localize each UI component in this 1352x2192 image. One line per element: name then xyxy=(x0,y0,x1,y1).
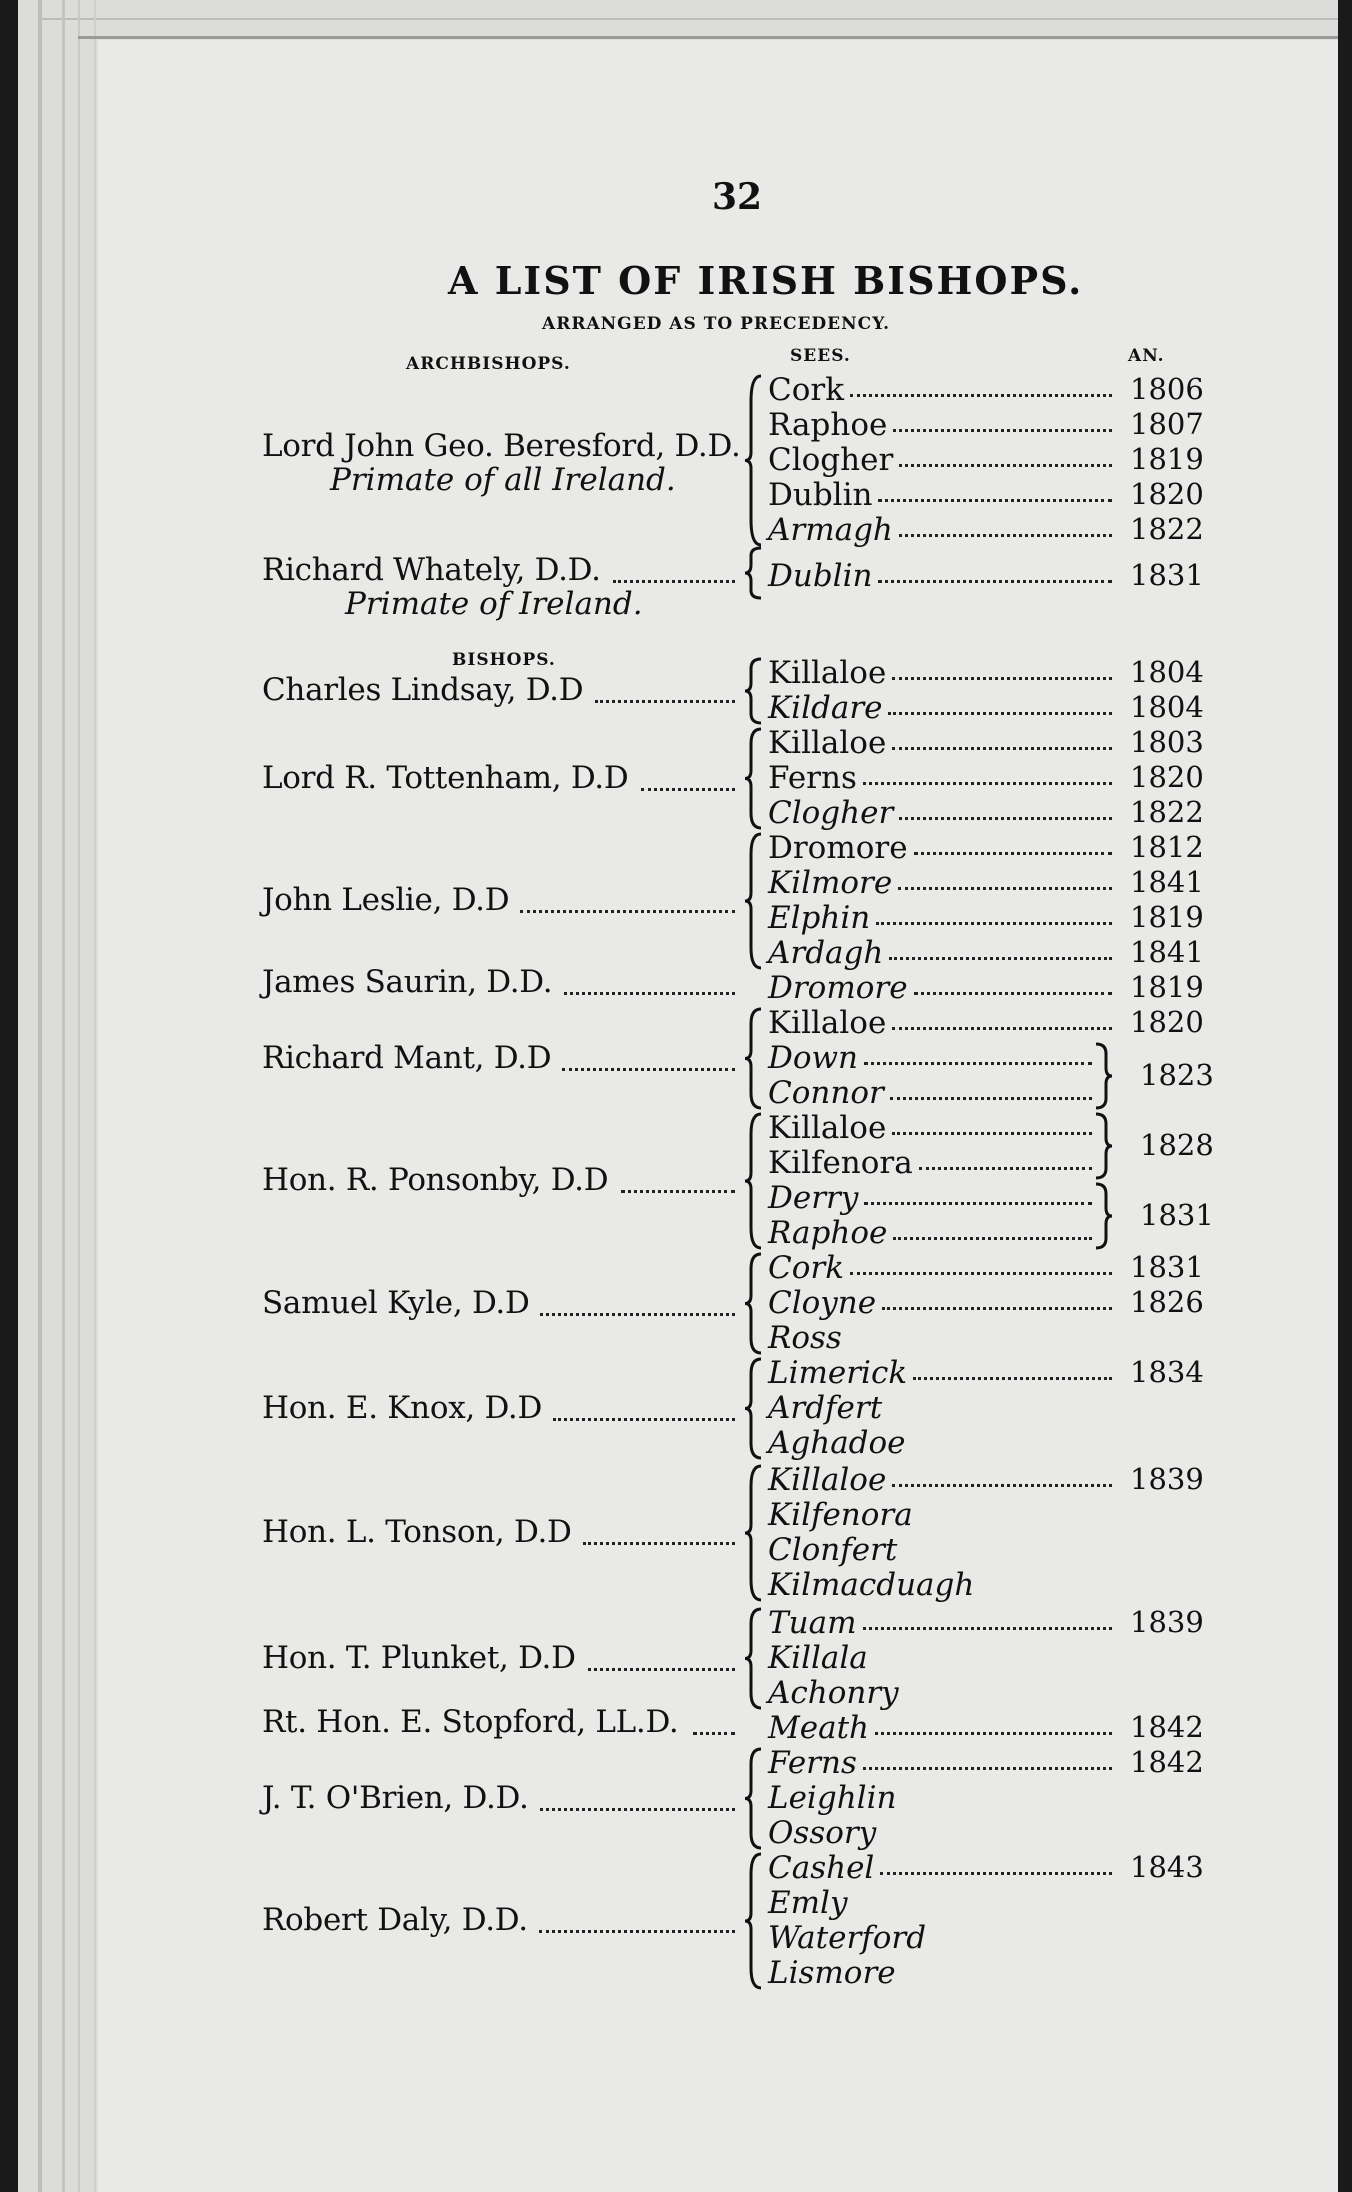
group-year: 1828 xyxy=(1140,1128,1214,1162)
see-row xyxy=(768,865,1220,900)
dot-leader xyxy=(893,1237,1092,1240)
see-name: Down xyxy=(768,1040,859,1076)
see-year: 1831 xyxy=(1130,1250,1204,1284)
see-name: Kilmore xyxy=(768,865,893,901)
bishop-title: Primate of all Ireland. xyxy=(330,461,676,498)
see-row xyxy=(768,558,1220,593)
see-year: 1831 xyxy=(1130,558,1204,592)
see-name: Ferns xyxy=(768,760,857,796)
sees-brace xyxy=(745,1114,765,1248)
dot-leader xyxy=(914,852,1112,855)
see-name: Clonfert xyxy=(768,1532,898,1568)
dot-leader xyxy=(863,782,1112,785)
see-year: 1843 xyxy=(1130,1850,1204,1884)
dot-leader xyxy=(899,464,1112,467)
dot-leader xyxy=(892,1484,1112,1487)
sees-brace xyxy=(745,1749,765,1848)
see-year: 1822 xyxy=(1130,512,1204,546)
see-name: Leighlin xyxy=(768,1780,897,1816)
see-year: 1841 xyxy=(1130,865,1204,899)
see-row xyxy=(768,1920,1220,1955)
see-name: Armagh xyxy=(768,512,893,548)
page-number: 32 xyxy=(712,176,763,218)
see-row xyxy=(768,407,1220,442)
see-name: Raphoe xyxy=(768,1215,888,1251)
see-name: Emly xyxy=(768,1885,848,1921)
dot-leader xyxy=(540,1313,735,1316)
see-year: 1826 xyxy=(1130,1285,1204,1319)
bishop-name: Samuel Kyle, D.D xyxy=(262,1284,530,1321)
sees-brace xyxy=(745,1466,765,1600)
see-name: Ross xyxy=(768,1320,842,1356)
see-row xyxy=(768,1250,1220,1285)
group-year: 1831 xyxy=(1140,1198,1214,1232)
see-year: 1819 xyxy=(1130,900,1204,934)
see-row xyxy=(768,795,1220,830)
dot-leader xyxy=(583,1542,735,1545)
dot-leader xyxy=(540,1808,735,1811)
see-name: Killaloe xyxy=(768,1110,887,1146)
dot-leader xyxy=(595,700,735,703)
see-row xyxy=(768,1532,1220,1567)
see-row xyxy=(768,935,1220,970)
dot-leader xyxy=(878,580,1112,583)
sees-brace xyxy=(745,376,765,545)
bishop-name: John Leslie, D.D xyxy=(262,882,510,918)
see-row xyxy=(768,1955,1220,1990)
dot-leader xyxy=(562,1068,735,1071)
see-name: Killaloe xyxy=(768,1005,887,1041)
see-row xyxy=(768,1390,1220,1425)
see-year: 1819 xyxy=(1130,970,1204,1004)
see-name: Ferns xyxy=(768,1745,857,1781)
bishop-name: Hon. T. Plunket, D.D xyxy=(262,1639,576,1676)
bishop-name: Lord John Geo. Beresford, D.D. xyxy=(262,427,741,464)
dot-leader xyxy=(880,1872,1112,1875)
see-name: Killaloe xyxy=(768,1462,887,1498)
page-title: A LIST OF IRISH BISHOPS. xyxy=(448,258,1084,303)
see-row xyxy=(768,725,1220,760)
see-row xyxy=(768,760,1220,795)
bishop-name: James Saurin, D.D. xyxy=(262,964,553,1000)
see-name: Killaloe xyxy=(768,655,887,691)
see-name: Dromore xyxy=(768,830,908,866)
see-row xyxy=(768,1815,1220,1850)
dot-leader xyxy=(898,887,1112,890)
sees-brace xyxy=(745,1609,765,1708)
see-name: Killaloe xyxy=(768,725,887,761)
see-year: 1839 xyxy=(1130,1462,1204,1496)
archbishops-heading: ARCHBISHOPS. xyxy=(406,354,571,374)
see-year: 1820 xyxy=(1130,1005,1204,1039)
dot-leader xyxy=(564,992,735,995)
see-name: Cashel xyxy=(768,1850,875,1886)
see-row xyxy=(768,1675,1220,1710)
bishop-title: Primate of Ireland. xyxy=(345,586,643,622)
bishop-name: Richard Whately, D.D. xyxy=(262,552,601,588)
dot-leader xyxy=(890,1097,1092,1100)
see-name: Cloyne xyxy=(768,1285,877,1321)
see-name: Clogher xyxy=(768,442,894,478)
dot-leader xyxy=(913,1377,1112,1380)
see-row xyxy=(768,1640,1220,1675)
dot-leader xyxy=(621,1190,735,1193)
dot-leader xyxy=(892,1132,1092,1135)
dot-leader xyxy=(863,1627,1112,1630)
sees-brace xyxy=(745,834,765,968)
dot-leader xyxy=(850,394,1112,397)
see-name: Raphoe xyxy=(768,407,888,443)
see-row xyxy=(768,1355,1220,1390)
dot-leader xyxy=(875,1732,1112,1735)
see-name: Limerick xyxy=(768,1355,908,1391)
dot-leader xyxy=(893,429,1112,432)
see-name: Derry xyxy=(768,1180,859,1216)
dot-leader xyxy=(693,1732,735,1735)
see-row xyxy=(768,900,1220,935)
see-year: 1819 xyxy=(1130,442,1204,476)
bishop-name: J. T. O'Brien, D.D. xyxy=(262,1779,529,1816)
bishop-name: Charles Lindsay, D.D xyxy=(262,672,584,708)
bishop-name: Lord R. Tottenham, D.D xyxy=(262,759,629,796)
bishop-name: Rt. Hon. E. Stopford, LL.D. xyxy=(262,1704,679,1740)
sees-brace xyxy=(745,729,765,828)
see-row xyxy=(768,1850,1220,1885)
see-row xyxy=(768,372,1220,407)
sees-brace xyxy=(745,548,765,598)
see-row xyxy=(768,830,1220,865)
see-row xyxy=(768,1605,1220,1640)
see-row xyxy=(768,442,1220,477)
see-name: Elphin xyxy=(768,900,871,936)
see-row xyxy=(768,1885,1220,1920)
page-subtitle: ARRANGED AS TO PRECEDENCY. xyxy=(542,314,891,334)
see-name: Achonry xyxy=(768,1675,899,1711)
see-row xyxy=(768,1497,1220,1532)
bishop-name: Hon. E. Knox, D.D xyxy=(262,1389,543,1426)
dot-leader xyxy=(878,499,1112,502)
see-name: Dromore xyxy=(768,970,908,1006)
dot-leader xyxy=(882,1307,1112,1310)
see-year: 1812 xyxy=(1130,830,1204,864)
see-year: 1803 xyxy=(1130,725,1204,759)
dot-leader xyxy=(892,677,1112,680)
bishop-name: Hon. R. Ponsonby, D.D xyxy=(262,1162,609,1198)
see-name: Tuam xyxy=(768,1605,857,1641)
dot-leader xyxy=(892,747,1112,750)
bishop-name: Robert Daly, D.D. xyxy=(262,1902,528,1938)
dot-leader xyxy=(641,788,735,791)
sees-brace xyxy=(745,659,765,723)
sees-brace xyxy=(745,1359,765,1458)
see-name: Aghadoe xyxy=(768,1425,906,1461)
see-year: 1841 xyxy=(1130,935,1204,969)
dot-leader xyxy=(520,910,735,913)
see-row xyxy=(768,1462,1220,1497)
dot-leader xyxy=(539,1930,735,1933)
dot-leader xyxy=(892,1027,1112,1030)
see-name: Connor xyxy=(768,1075,884,1111)
sees-brace xyxy=(745,1854,765,1988)
see-name: Cork xyxy=(768,1250,844,1286)
see-row xyxy=(768,1320,1220,1355)
dot-leader xyxy=(888,712,1112,715)
dot-leader xyxy=(876,922,1112,925)
see-year: 1822 xyxy=(1130,795,1204,829)
see-row xyxy=(768,970,1220,1005)
dot-leader xyxy=(864,1202,1092,1205)
see-name: Dublin xyxy=(768,477,873,513)
see-name: Ardagh xyxy=(768,935,884,971)
dot-leader xyxy=(588,1668,735,1671)
dot-leader xyxy=(864,1062,1092,1065)
see-row xyxy=(768,477,1220,512)
year-group-brace xyxy=(1094,1114,1114,1178)
group-year: 1823 xyxy=(1140,1058,1214,1092)
see-row xyxy=(768,1710,1220,1745)
see-name: Kilmacduagh xyxy=(768,1567,975,1603)
year-group-brace xyxy=(1094,1184,1114,1248)
dot-leader xyxy=(863,1767,1112,1770)
bishops-heading: BISHOPS. xyxy=(452,650,556,670)
see-row xyxy=(768,1005,1220,1040)
sees-brace xyxy=(745,1254,765,1353)
bishop-name: Hon. L. Tonson, D.D xyxy=(262,1514,572,1550)
see-row xyxy=(768,1425,1220,1460)
see-year: 1820 xyxy=(1130,760,1204,794)
see-name: Kilfenora xyxy=(768,1145,913,1181)
see-name: Dublin xyxy=(768,558,873,594)
dot-leader xyxy=(850,1272,1112,1275)
dot-leader xyxy=(613,580,735,583)
see-year: 1842 xyxy=(1130,1745,1204,1779)
see-year: 1807 xyxy=(1130,407,1204,441)
dot-leader xyxy=(553,1418,735,1421)
see-name: Clogher xyxy=(768,795,894,831)
see-name: Ossory xyxy=(768,1815,877,1851)
dot-leader xyxy=(919,1167,1092,1170)
dot-leader xyxy=(914,992,1112,995)
see-row xyxy=(768,1745,1220,1780)
year-group-brace xyxy=(1094,1044,1114,1108)
see-name: Killala xyxy=(768,1640,868,1676)
see-year: 1834 xyxy=(1130,1355,1204,1389)
see-year: 1820 xyxy=(1130,477,1204,511)
see-name: Cork xyxy=(768,372,844,408)
dot-leader xyxy=(889,957,1112,960)
see-row xyxy=(768,690,1220,725)
bishop-name: Richard Mant, D.D xyxy=(262,1039,552,1076)
see-name: Kilfenora xyxy=(768,1497,913,1533)
see-name: Meath xyxy=(768,1710,869,1746)
see-name: Kildare xyxy=(768,690,883,726)
see-row xyxy=(768,1567,1220,1602)
see-row xyxy=(768,1285,1220,1320)
sees-brace xyxy=(745,1009,765,1108)
see-year: 1806 xyxy=(1130,372,1204,406)
see-year: 1804 xyxy=(1130,690,1204,724)
see-name: Waterford xyxy=(768,1920,927,1956)
dot-leader xyxy=(899,534,1112,537)
see-name: Lismore xyxy=(768,1955,896,1991)
see-year: 1842 xyxy=(1130,1710,1204,1744)
dot-leader xyxy=(899,817,1112,820)
see-year: 1804 xyxy=(1130,655,1204,689)
sees-heading: SEES. xyxy=(790,346,851,366)
see-year: 1839 xyxy=(1130,1605,1204,1639)
see-row xyxy=(768,1780,1220,1815)
year-heading: AN. xyxy=(1128,346,1165,366)
see-row xyxy=(768,655,1220,690)
see-name: Ardfert xyxy=(768,1390,883,1426)
see-row xyxy=(768,512,1220,547)
